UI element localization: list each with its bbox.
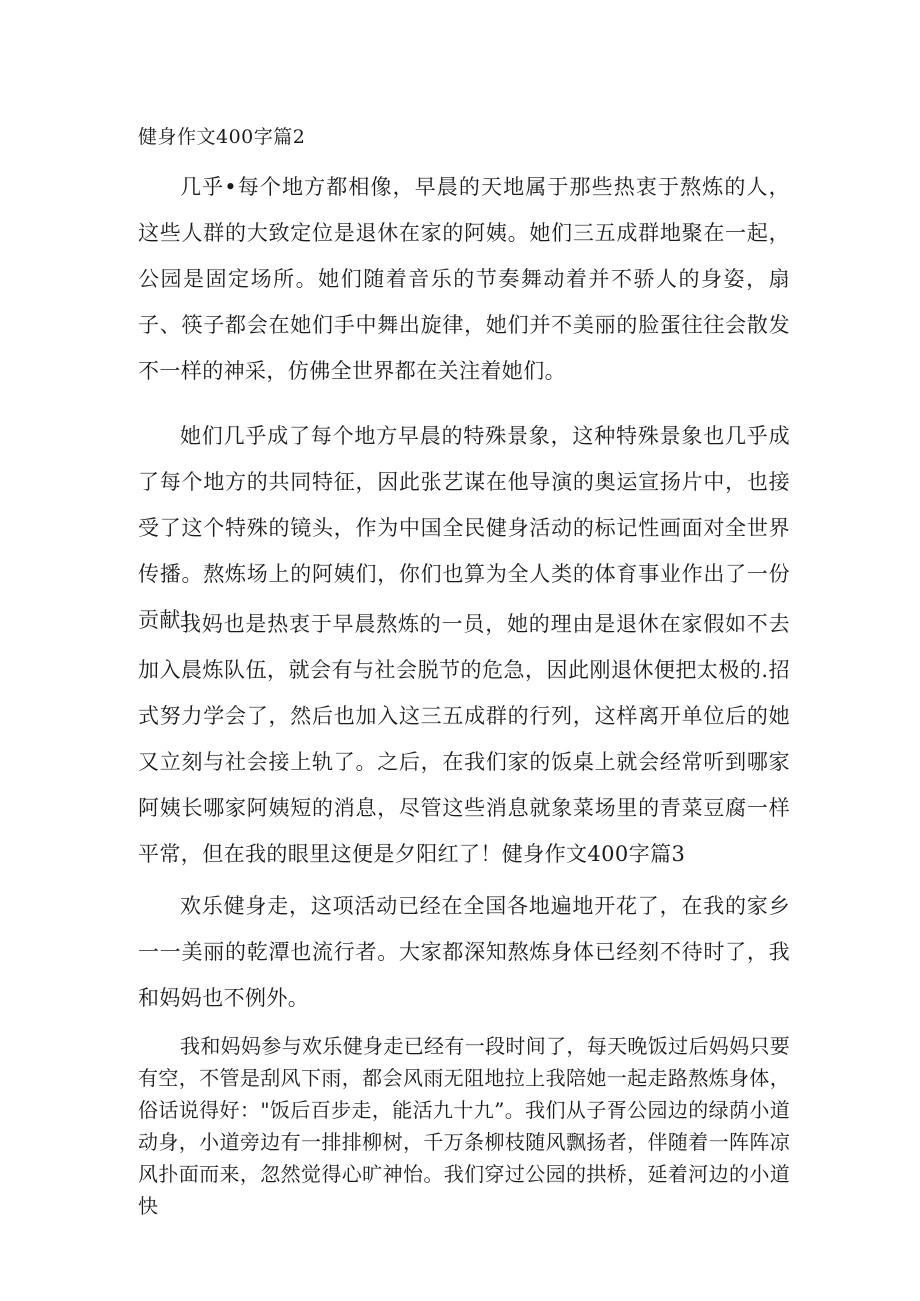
paragraph-4: 欢乐健身走，这项活动已经在全国各地遍地开花了，在我的家乡一一美丽的乾潭也流行者。大家都深知熬炼身体已经刻不待时了，我和妈妈也不例外。 <box>138 894 790 1010</box>
paragraph-2: 她们几乎成了每个地方早晨的特殊景象，这种特殊景象也几乎成了每个地方的共同特征，因此张艺谋在他导演的奥运宣扬片中，也接受了这个特殊的镜头，作为中国全民健身活动的标记性画面对全世界传播。熬炼场上的阿姨们，你们也算为全人类的体育事业作出了一份贡献！ <box>138 424 790 632</box>
section-heading: 健身作文400字篇2 <box>138 126 306 148</box>
paragraph-5: 我和妈妈参与欢乐健身走已经有一段时间了，每天晚饭过后妈妈只要有空，不管是刮风下雨，都会风雨无阻地拉上我陪她一起走路熬炼身体，俗话说得好："饭后百步走，能活九十九”。我们从子胥公园边的绿荫小道动身，小道旁边有一排排柳树，千万条柳枝随风飘扬者，伴随着一阵阵凉风扑面而来，忽然觉得心旷神怡。我们穿过公园的拱桥，延着河边的小道快 <box>138 1034 790 1218</box>
paragraph-1: 几乎•每个地方都相像，早晨的天地属于那些热衷于熬炼的人，这些人群的大致定位是退休在家的阿姨。她们三五成群地聚在一起，公园是固定场所。她们随着音乐的节奏舞动着并不骄人的身姿，扇子、筷子都会在她们手中舞出旋律，她们并不美丽的脸蛋往往会散发不一样的神采，仿佛全世界都在关注着她们。 <box>138 175 790 383</box>
paragraph-3: 我妈也是热衷于早晨熬炼的一员，她的理由是退休在家假如不去加入晨炼队伍，就会有与社会脱节的危急，因此刚退休便把太极的.招式努力学会了，然后也加入这三五成群的行列，这样离开单位后的她又立刻与社会接上轨了。之后，在我们家的饭桌上就会经常听到哪家阿姨长哪家阿姨短的消息，尽管这些消息就象菜场里的青菜豆腐一样平常，但在我的眼里这便是夕阳红了！健身作文400字篇3 <box>138 612 790 866</box>
